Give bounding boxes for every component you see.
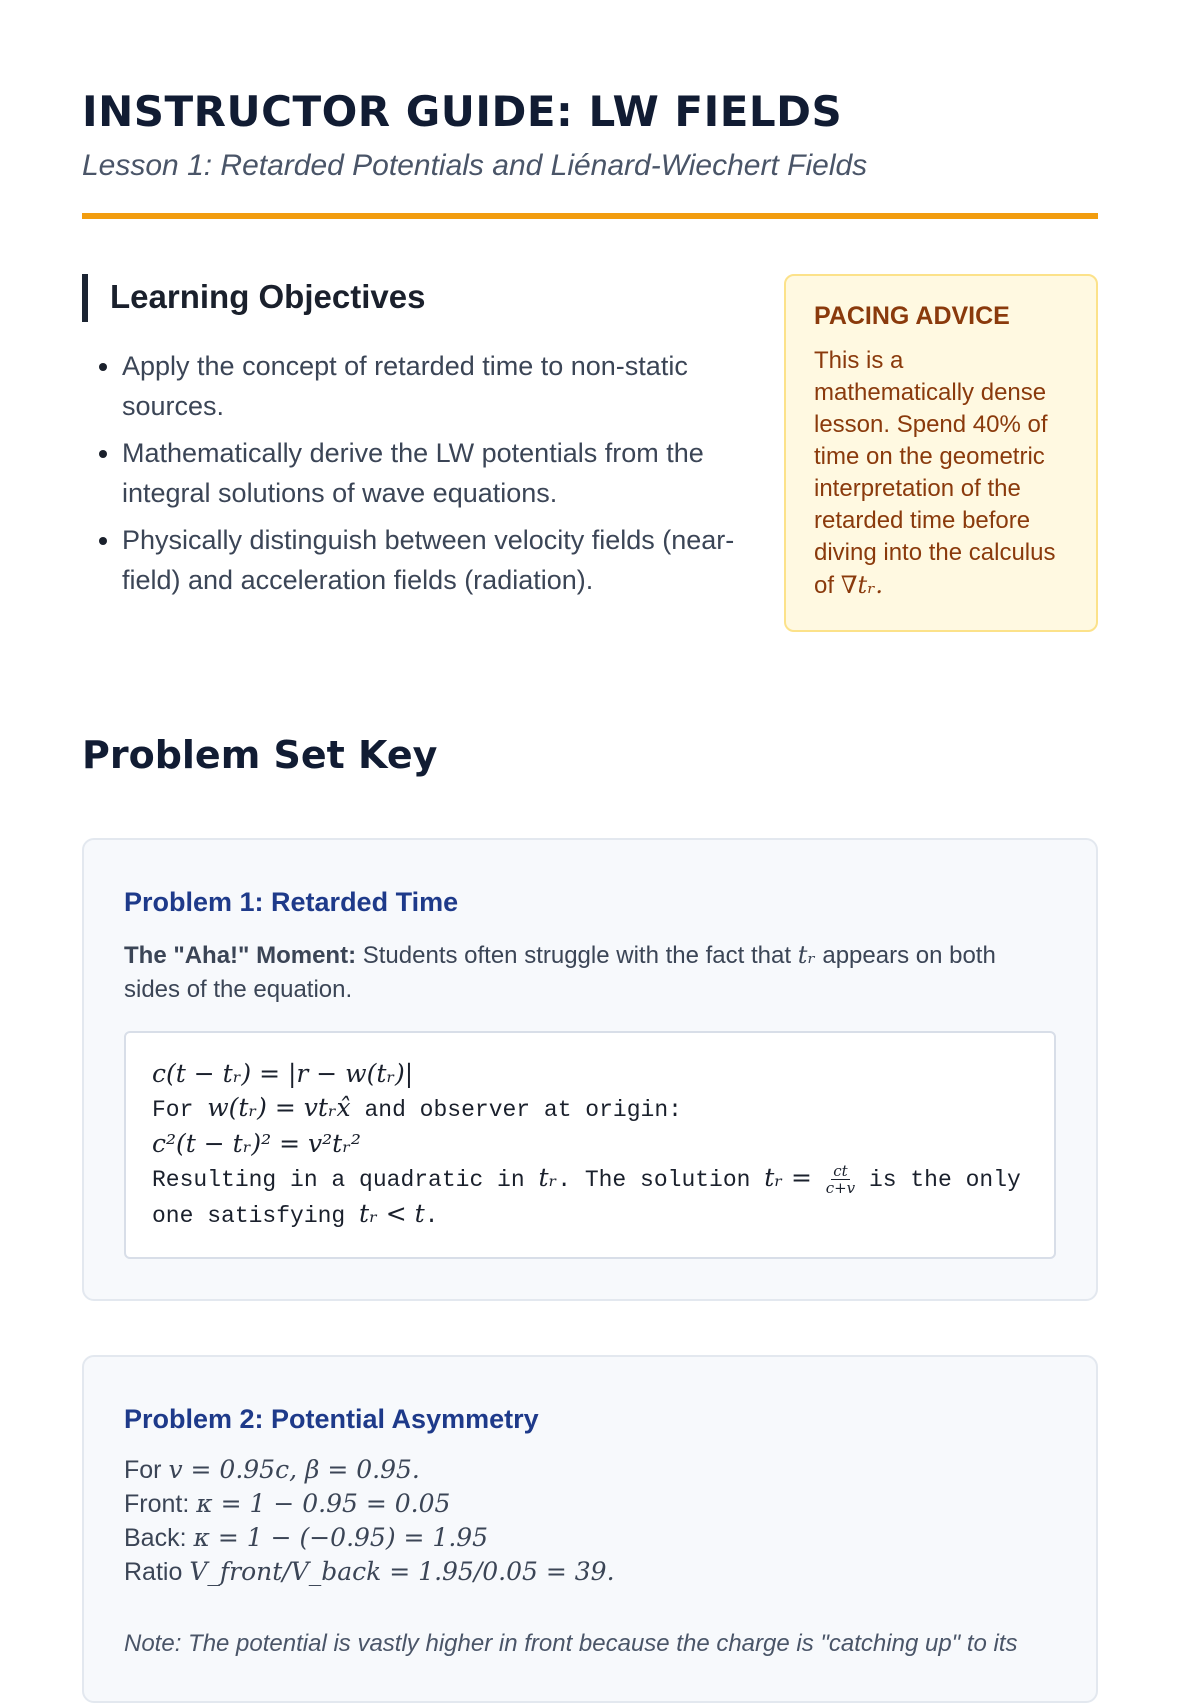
equation-line-5: [152, 1197, 1028, 1233]
line5-text-b: .: [424, 1203, 439, 1229]
p2-label: Front:: [124, 1490, 190, 1518]
p2-label: For: [124, 1456, 162, 1484]
fraction-numerator: ct: [833, 1162, 848, 1181]
objective-item: • Mathematically derive the LW potentials from the integral solutions of wave equations.: [122, 433, 762, 513]
learning-objectives: [82, 274, 762, 607]
page-title: INSTRUCTOR GUIDE: LW FIELDS: [82, 87, 843, 136]
problem-1-card: [82, 838, 1098, 1301]
line2-text-a: For: [152, 1097, 194, 1123]
p2-line-ratio: [124, 1555, 1056, 1589]
header-divider: [82, 213, 1098, 219]
line4-text-c: is the only: [868, 1167, 1021, 1193]
line4-math-tr: tᵣ: [538, 1163, 558, 1192]
top-row: [82, 274, 1098, 644]
math-tr: tᵣ: [797, 941, 816, 969]
problem-1-text-b: appears on both sides of the equation.: [124, 942, 996, 1003]
pacing-math: ∇tᵣ.: [840, 571, 884, 599]
fraction: [826, 1163, 855, 1196]
p2-math: V_front/V_back = 1.95/0.05 = 39.: [189, 1557, 615, 1586]
equation-line-3: c²(t − tᵣ)² = v²tᵣ²: [152, 1129, 361, 1158]
line2-text-b: and observer at origin:: [364, 1097, 682, 1123]
objectives-list: [82, 346, 762, 600]
pacing-text: [814, 345, 1068, 602]
equation-line-4: [152, 1161, 1028, 1197]
line4-text-b: . The solution: [557, 1167, 751, 1193]
equation-line-1: c(t − tᵣ) = |r − w(tᵣ)|: [152, 1059, 414, 1088]
line4-text-a: Resulting in a quadratic in: [152, 1167, 525, 1193]
p2-math: κ = 1 − (−0.95) = 1.95: [193, 1523, 489, 1552]
objective-item: • Physically distinguish between velocity fields (near-field) and acceleration fields (radiation).: [122, 520, 762, 600]
p2-math: v = 0.95c, β = 0.95.: [168, 1455, 420, 1484]
problem-set-heading: Problem Set Key: [82, 733, 438, 777]
objective-item: • Apply the concept of retarded time to non-static sources.: [122, 346, 762, 426]
page-subtitle: Lesson 1: Retarded Potentials and Liénard-Wiechert Fields: [82, 149, 868, 182]
line5-math: tᵣ < t: [359, 1199, 425, 1228]
line2-math: w(tᵣ) = vtᵣx̂: [207, 1093, 351, 1122]
line4-eq: tᵣ =: [764, 1163, 812, 1192]
pacing-title: PACING ADVICE: [814, 302, 1010, 330]
p2-line-back: [124, 1521, 1056, 1555]
p2-label: Back:: [124, 1524, 187, 1552]
problem-1-title: Problem 1: Retarded Time: [124, 887, 459, 917]
fraction-denominator: c+v: [825, 1179, 856, 1198]
aha-label: The "Aha!" Moment:: [124, 942, 357, 969]
pacing-body: This is a mathematically dense lesson. Spend 40% of time on the geometric interpretation of the retarded time before diving into the calculus of: [814, 347, 1056, 599]
p2-line-for: [124, 1453, 1056, 1487]
objectives-heading: Learning Objectives: [82, 274, 762, 322]
line5-text-a: one satisfying: [152, 1203, 346, 1229]
p2-math: κ = 1 − 0.95 = 0.05: [196, 1489, 451, 1518]
problem-2-title: Problem 2: Potential Asymmetry: [124, 1404, 539, 1434]
p2-label: Ratio: [124, 1558, 183, 1586]
problem-1-text: [124, 938, 1056, 1007]
problem-1-text-a: Students often struggle with the fact that: [362, 942, 792, 969]
problem-2-note: Note: The potential is vastly higher in front because the charge is "catching up" to its: [124, 1630, 1018, 1657]
pacing-advice-box: [784, 274, 1098, 632]
problem-2-card: [82, 1355, 1098, 1703]
problem-2-lines: [124, 1453, 1056, 1589]
equation-line-2: [152, 1091, 1028, 1127]
p2-line-front: [124, 1487, 1056, 1521]
derivation-box: [124, 1031, 1056, 1259]
